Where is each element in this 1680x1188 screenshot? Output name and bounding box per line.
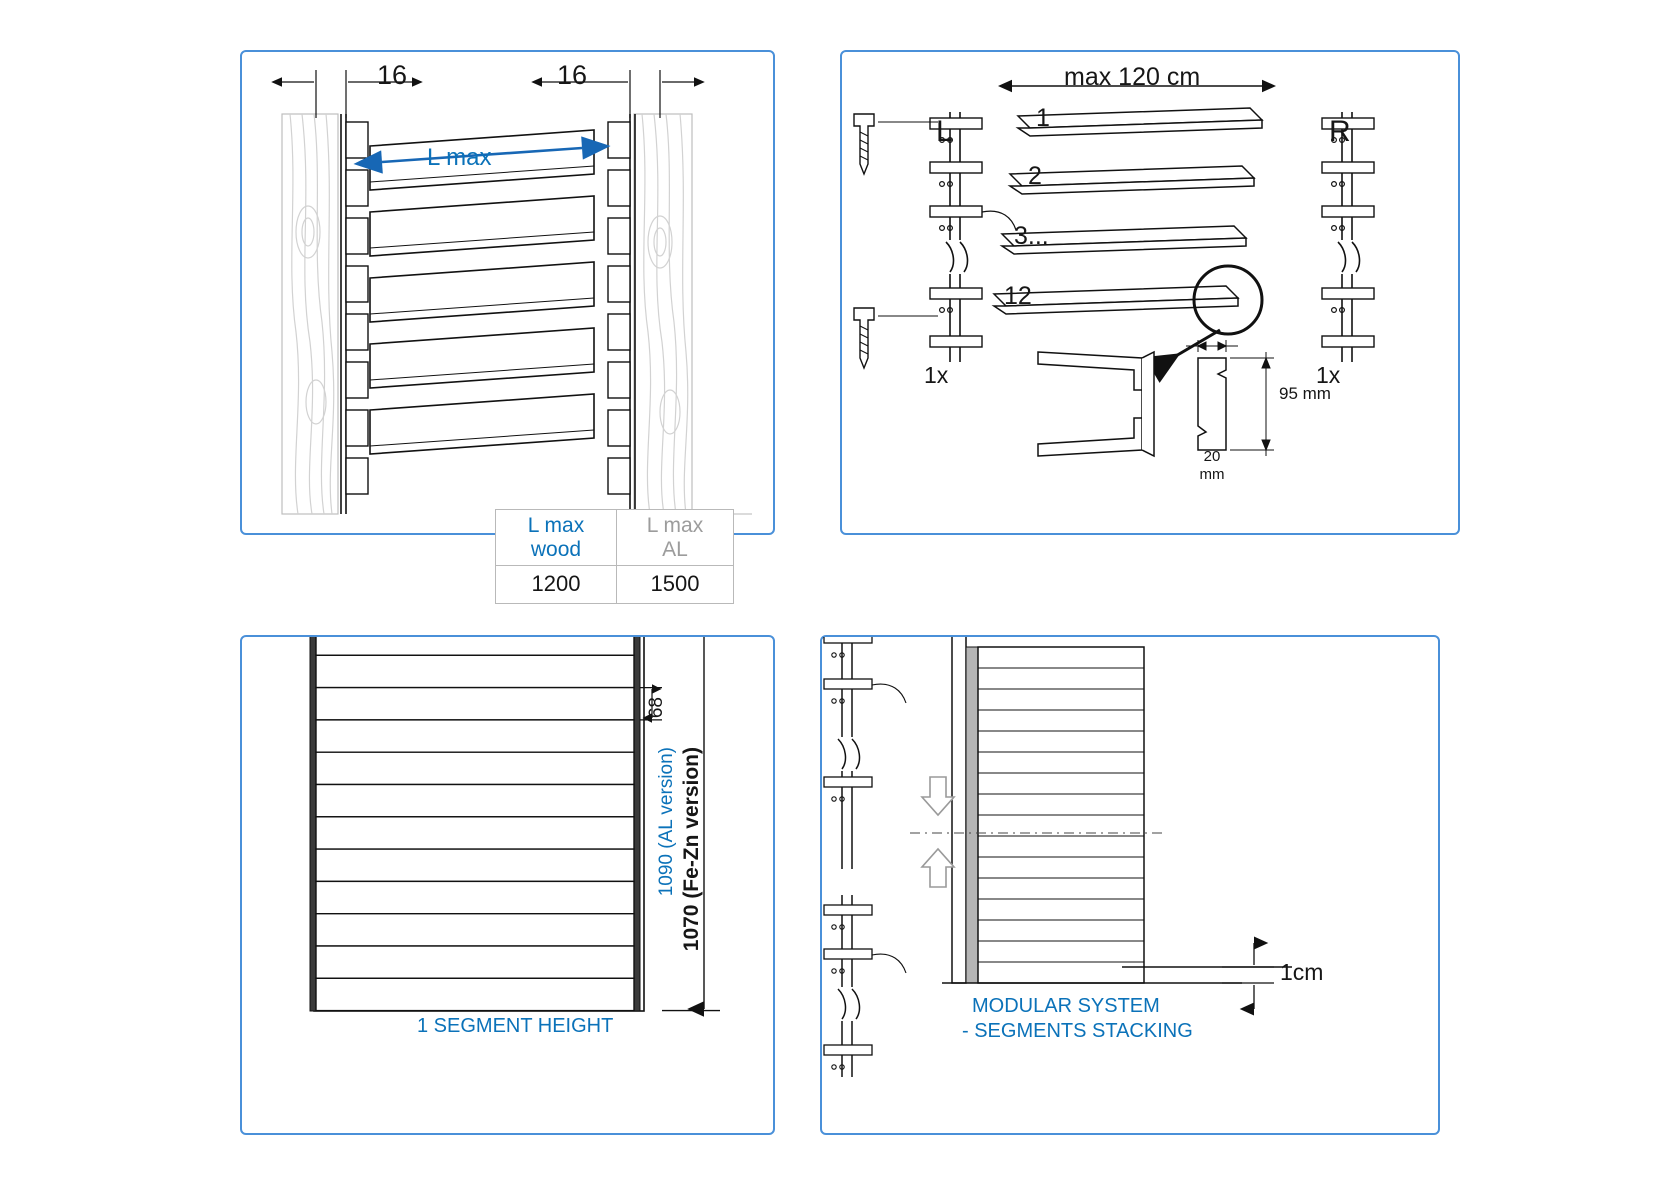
- gap-label: 1cm: [1280, 959, 1324, 985]
- lmax-label: L max: [427, 144, 492, 171]
- detail-width-label-line1: 20: [1203, 448, 1221, 465]
- slat-number-2: 2: [1028, 162, 1042, 190]
- bracket-right-qty: 1x: [1316, 362, 1341, 388]
- dim-right-16: 16: [557, 60, 588, 90]
- diagram-slat-stack: [842, 52, 1458, 533]
- bracket-right-label: R: [1329, 115, 1351, 148]
- lmax-wood-line1: L max: [527, 514, 585, 537]
- bracket-left-qty: 1x: [924, 362, 949, 388]
- diagram-modular-stacking: [822, 637, 1438, 1133]
- slat-number-1: 1: [1036, 104, 1050, 132]
- slat-number-3: 3...: [1014, 222, 1049, 250]
- modular-caption-line2: - SEGMENTS STACKING: [962, 1020, 1193, 1042]
- detail-width-label-line2: mm: [1199, 466, 1225, 483]
- segment-height-caption: 1 SEGMENT HEIGHT: [417, 1015, 614, 1037]
- panel-lmax-spacing: [240, 50, 775, 597]
- height-fezn-label: 1070 (Fe-Zn version): [680, 747, 703, 952]
- lmax-al-line2: AL: [662, 537, 688, 561]
- detail-height-label: 95 mm: [1279, 384, 1331, 403]
- lmax-value-wood: 1200: [496, 566, 617, 604]
- panel-modular-stacking: [820, 635, 1440, 1135]
- panel-segment-height: [240, 635, 775, 1135]
- slat-pitch-label: 68: [646, 697, 667, 719]
- slat-number-12: 12: [1004, 282, 1032, 310]
- diagram-lmax-spacing: [242, 52, 773, 533]
- height-al-label: 1090 (AL version): [656, 747, 677, 897]
- lmax-table: [495, 509, 734, 604]
- panel-slat-stack: [840, 50, 1460, 535]
- lmax-al-line1: L max: [646, 514, 704, 537]
- bracket-left-label: L: [936, 115, 953, 148]
- lmax-wood-line2: wood: [530, 537, 582, 561]
- lmax-value-al: 1500: [617, 566, 734, 604]
- lmax-table-header-al: [617, 510, 734, 566]
- dim-left-16: 16: [377, 60, 408, 90]
- modular-caption-line1: MODULAR SYSTEM: [972, 995, 1160, 1017]
- lmax-table-header-wood: [496, 510, 617, 566]
- max-width-label: max 120 cm: [1064, 63, 1201, 91]
